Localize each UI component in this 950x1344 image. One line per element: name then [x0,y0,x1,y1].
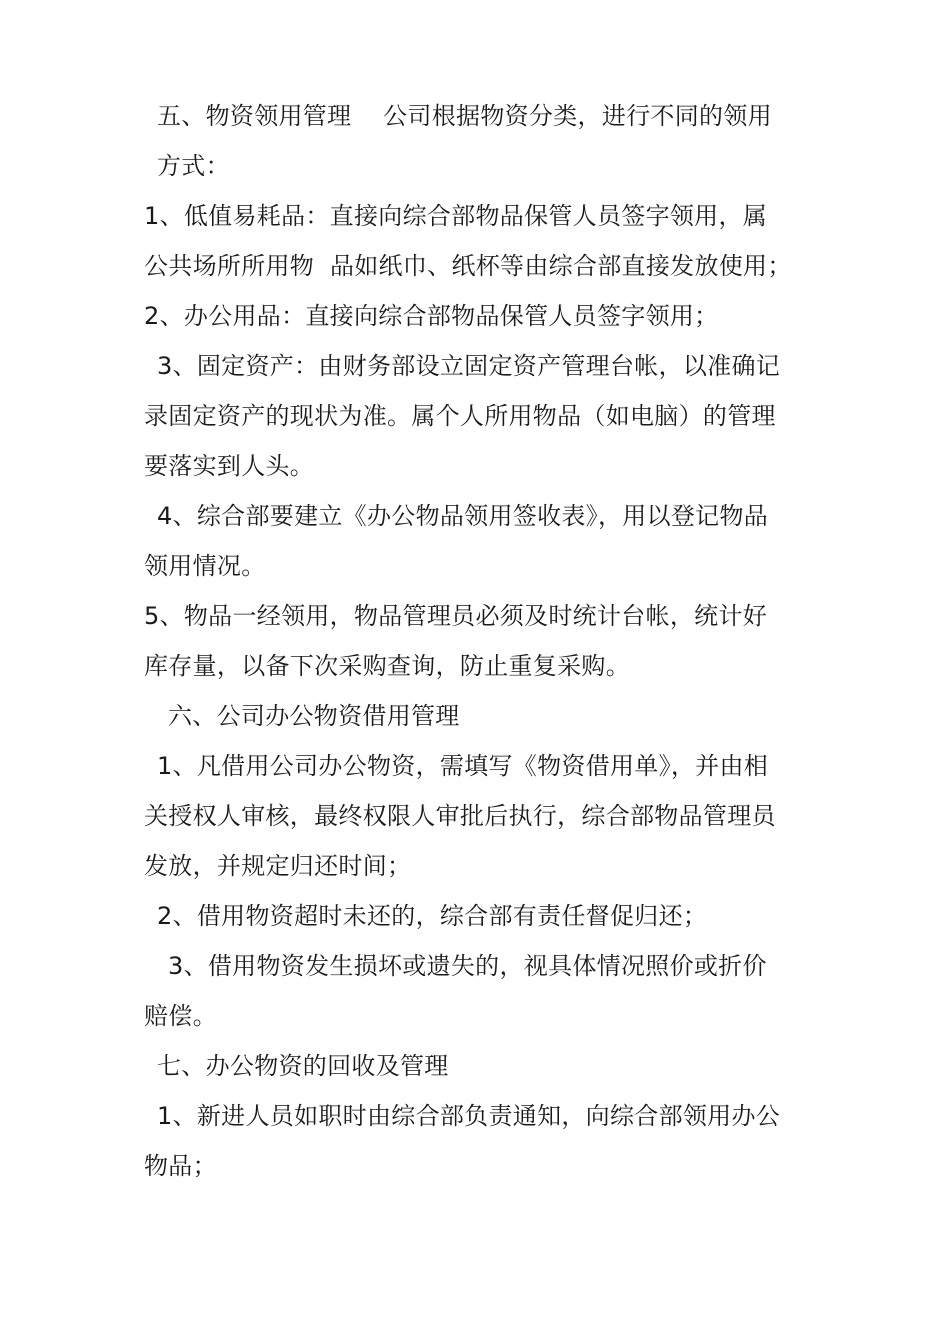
paragraph-line: 发放，并规定归还时间； [144,852,412,880]
section-heading-six: 六、公司办公物资借用管理 [168,702,460,730]
section-heading-seven: 七、办公物资的回收及管理 [157,1052,449,1080]
paragraph-line: 方式： [157,152,230,180]
list-item-line: 2、办公用品：直接向综合部物品保管人员签字领用； [144,302,719,330]
paragraph-line: 物品； [144,1152,217,1180]
paragraph-line: 公共场所所用物 品如纸巾、纸杯等由综合部直接发放使用； [144,252,792,280]
list-item-line: 2、借用物资超时未还的，综合部有责任督促归还； [157,902,708,930]
paragraph-line: 领用情况。 [144,552,266,580]
paragraph-line: 关授权人审核，最终权限人审批后执行，综合部物品管理员 [144,802,776,830]
list-item-line: 3、固定资产：由财务部设立固定资产管理台帐，以准确记 [157,352,781,380]
list-item-line: 4、综合部要建立《办公物品领用签收表》，用以登记物品 [157,502,769,530]
list-item-line: 5、物品一经领用，物品管理员必须及时统计台帐，统计好 [144,602,768,630]
paragraph-line: 赔偿。 [144,1002,217,1030]
section-heading-five: 五、物资领用管理 公司根据物资分类，进行不同的领用 [157,102,772,130]
list-item-line: 1、凡借用公司办公物资，需填写《物资借用单》，并由相 [157,752,769,780]
paragraph-line: 录固定资产的现状为准。属个人所用物品（如电脑）的管理 [144,402,776,430]
list-item-line: 1、新进人员如职时由综合部负责通知，向综合部领用办公 [157,1102,781,1130]
list-item-line: 1、低值易耗品：直接向综合部物品保管人员签字领用，属 [144,202,768,230]
list-item-line: 3、借用物资发生损坏或遗失的，视具体情况照价或折价 [168,952,767,980]
paragraph-line: 库存量，以备下次采购查询，防止重复采购。 [144,652,630,680]
paragraph-line: 要落实到人头。 [144,452,315,480]
